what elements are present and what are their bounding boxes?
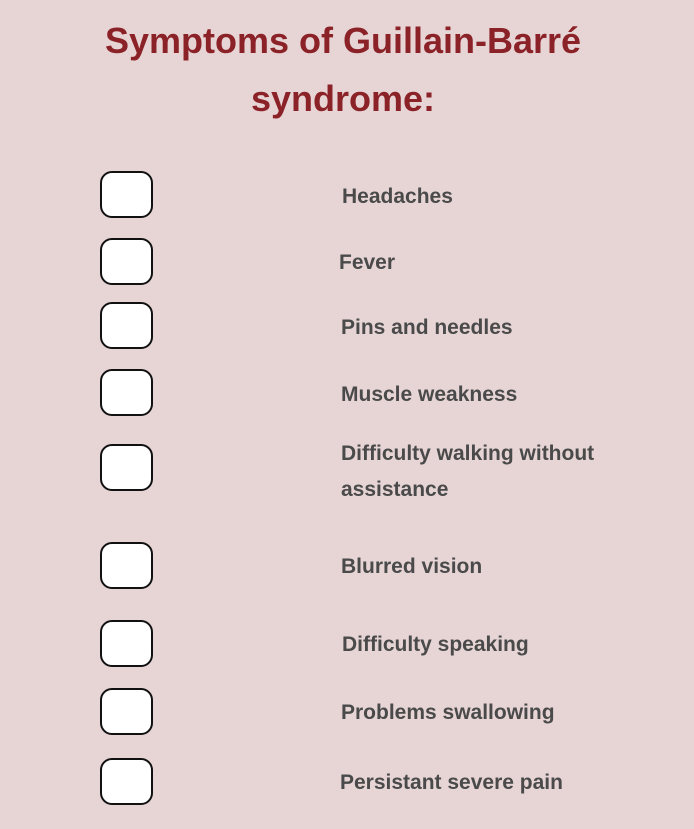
checkbox-blurred-vision[interactable] — [100, 542, 153, 589]
checkbox-headaches[interactable] — [100, 171, 153, 218]
label-fever: Fever — [339, 251, 396, 274]
label-difficulty-speaking: Difficulty speaking — [342, 633, 529, 656]
checkbox-difficulty-walking[interactable] — [100, 444, 153, 491]
page-title: Symptoms of Guillain-Barré syndrome: — [104, 20, 582, 119]
checkbox-fever[interactable] — [100, 238, 153, 285]
checkbox-persistant-severe-pain[interactable] — [100, 758, 153, 805]
label-blurred-vision: Blurred vision — [341, 555, 483, 578]
label-problems-swallowing: Problems swallowing — [341, 701, 555, 724]
checkbox-difficulty-speaking[interactable] — [100, 620, 153, 667]
label-persistant-severe-pain: Persistant severe pain — [340, 771, 563, 794]
label-muscle-weakness: Muscle weakness — [341, 383, 518, 406]
label-difficulty-walking: Difficulty walking without assistance — [341, 442, 595, 501]
checkbox-muscle-weakness[interactable] — [100, 369, 153, 416]
checkbox-problems-swallowing[interactable] — [100, 688, 153, 735]
checkbox-pins-and-needles[interactable] — [100, 302, 153, 349]
label-pins-and-needles: Pins and needles — [341, 316, 513, 339]
label-headaches: Headaches — [342, 185, 453, 208]
